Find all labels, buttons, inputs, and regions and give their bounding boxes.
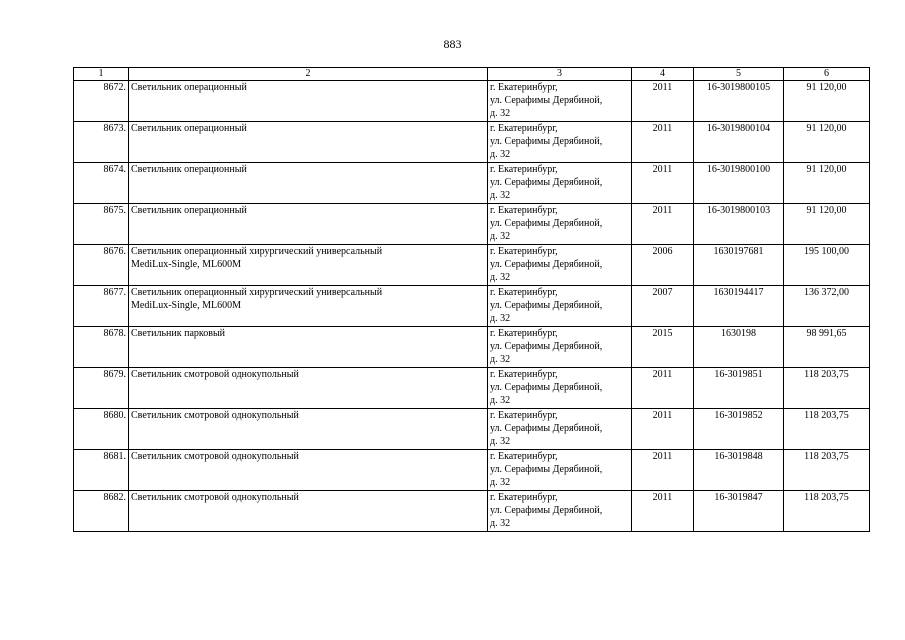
item-cost: 118 203,75 xyxy=(784,491,870,532)
item-name-line: Светильник операционный xyxy=(131,205,247,216)
column-header: 6 xyxy=(784,68,870,81)
table-row xyxy=(74,286,870,327)
address-line: г. Екатеринбург, xyxy=(490,164,558,175)
table-body xyxy=(74,81,870,532)
address-line: ул. Серафимы Дерябиной, xyxy=(490,464,603,475)
address-line: д. 32 xyxy=(490,395,511,406)
item-cost: 91 120,00 xyxy=(784,163,870,204)
address-line: ул. Серафимы Дерябиной, xyxy=(490,136,603,147)
address-line: д. 32 xyxy=(490,518,511,529)
row-number: 8678. xyxy=(74,327,129,368)
address-line: г. Екатеринбург, xyxy=(490,369,558,380)
item-year: 2011 xyxy=(632,122,694,163)
row-number: 8679. xyxy=(74,368,129,409)
item-address xyxy=(488,368,632,409)
address-line: д. 32 xyxy=(490,149,511,160)
item-address xyxy=(488,204,632,245)
row-number: 8675. xyxy=(74,204,129,245)
item-address xyxy=(488,122,632,163)
address-line: г. Екатеринбург, xyxy=(490,328,558,339)
item-name-line: Светильник смотровой однокупольный xyxy=(131,410,299,421)
item-year: 2006 xyxy=(632,245,694,286)
inventory-number: 1630198 xyxy=(694,327,784,368)
item-address xyxy=(488,327,632,368)
address-line: д. 32 xyxy=(490,354,511,365)
table-row xyxy=(74,245,870,286)
column-header: 4 xyxy=(632,68,694,81)
inventory-number: 1630197681 xyxy=(694,245,784,286)
item-cost: 98 991,65 xyxy=(784,327,870,368)
item-name xyxy=(129,450,488,491)
item-year: 2011 xyxy=(632,163,694,204)
item-name xyxy=(129,245,488,286)
item-address xyxy=(488,81,632,122)
table-row xyxy=(74,163,870,204)
row-number: 8674. xyxy=(74,163,129,204)
address-line: ул. Серафимы Дерябиной, xyxy=(490,95,603,106)
item-name xyxy=(129,327,488,368)
column-header: 2 xyxy=(129,68,488,81)
address-line: г. Екатеринбург, xyxy=(490,492,558,503)
address-line: д. 32 xyxy=(490,108,511,119)
address-line: ул. Серафимы Дерябиной, xyxy=(490,423,603,434)
address-line: д. 32 xyxy=(490,477,511,488)
row-number: 8676. xyxy=(74,245,129,286)
item-cost: 118 203,75 xyxy=(784,409,870,450)
address-line: ул. Серафимы Дерябиной, xyxy=(490,300,603,311)
item-address xyxy=(488,163,632,204)
item-cost: 91 120,00 xyxy=(784,204,870,245)
inventory-number: 16-3019852 xyxy=(694,409,784,450)
item-name-line: MediLux-Single, ML600M xyxy=(131,259,241,270)
row-number: 8673. xyxy=(74,122,129,163)
item-name xyxy=(129,122,488,163)
item-name-line: Светильник смотровой однокупольный xyxy=(131,369,299,380)
address-line: г. Екатеринбург, xyxy=(490,246,558,257)
column-header: 1 xyxy=(74,68,129,81)
item-address xyxy=(488,491,632,532)
item-name-line: Светильник парковый xyxy=(131,328,226,339)
address-line: г. Екатеринбург, xyxy=(490,82,558,93)
table-row xyxy=(74,368,870,409)
address-line: г. Екатеринбург, xyxy=(490,451,558,462)
item-name xyxy=(129,204,488,245)
item-name xyxy=(129,163,488,204)
item-cost: 118 203,75 xyxy=(784,368,870,409)
address-line: ул. Серафимы Дерябиной, xyxy=(490,382,603,393)
row-number: 8677. xyxy=(74,286,129,327)
inventory-number: 16-3019800104 xyxy=(694,122,784,163)
inventory-number: 1630194417 xyxy=(694,286,784,327)
address-line: д. 32 xyxy=(490,436,511,447)
address-line: д. 32 xyxy=(490,231,511,242)
page-number: 883 xyxy=(443,37,462,51)
row-number: 8672. xyxy=(74,81,129,122)
property-register-table xyxy=(73,67,870,532)
address-line: г. Екатеринбург, xyxy=(490,123,558,134)
item-name xyxy=(129,409,488,450)
item-address xyxy=(488,286,632,327)
item-cost: 195 100,00 xyxy=(784,245,870,286)
address-line: д. 32 xyxy=(490,272,511,283)
table-row xyxy=(74,81,870,122)
address-line: ул. Серафимы Дерябиной, xyxy=(490,341,603,352)
table-row xyxy=(74,491,870,532)
item-cost: 91 120,00 xyxy=(784,122,870,163)
item-name-line: Светильник операционный хирургический универсальный xyxy=(131,246,383,257)
item-name-line: Светильник смотровой однокупольный xyxy=(131,451,299,462)
column-header: 5 xyxy=(694,68,784,81)
item-year: 2007 xyxy=(632,286,694,327)
address-line: ул. Серафимы Дерябиной, xyxy=(490,177,603,188)
inventory-number: 16-3019851 xyxy=(694,368,784,409)
table-row xyxy=(74,450,870,491)
item-name-line: MediLux-Single, ML600M xyxy=(131,300,241,311)
item-year: 2011 xyxy=(632,204,694,245)
item-year: 2011 xyxy=(632,491,694,532)
row-number: 8680. xyxy=(74,409,129,450)
inventory-number: 16-3019800100 xyxy=(694,163,784,204)
inventory-number: 16-3019800105 xyxy=(694,81,784,122)
item-cost: 91 120,00 xyxy=(784,81,870,122)
item-name xyxy=(129,286,488,327)
item-name xyxy=(129,491,488,532)
item-address xyxy=(488,450,632,491)
address-line: г. Екатеринбург, xyxy=(490,205,558,216)
row-number: 8682. xyxy=(74,491,129,532)
address-line: д. 32 xyxy=(490,313,511,324)
inventory-number: 16-3019848 xyxy=(694,450,784,491)
item-address xyxy=(488,409,632,450)
item-name xyxy=(129,368,488,409)
header-row xyxy=(74,68,870,81)
column-header: 3 xyxy=(488,68,632,81)
table-row xyxy=(74,409,870,450)
address-line: ул. Серафимы Дерябиной, xyxy=(490,259,603,270)
item-year: 2011 xyxy=(632,409,694,450)
item-name-line: Светильник операционный xyxy=(131,82,247,93)
address-line: г. Екатеринбург, xyxy=(490,287,558,298)
item-year: 2011 xyxy=(632,368,694,409)
table-row xyxy=(74,122,870,163)
item-year: 2011 xyxy=(632,450,694,491)
table-row xyxy=(74,204,870,245)
item-name-line: Светильник операционный xyxy=(131,123,247,134)
item-name-line: Светильник смотровой однокупольный xyxy=(131,492,299,503)
item-address xyxy=(488,245,632,286)
item-year: 2011 xyxy=(632,81,694,122)
item-cost: 118 203,75 xyxy=(784,450,870,491)
item-name xyxy=(129,81,488,122)
item-name-line: Светильник операционный хирургический универсальный xyxy=(131,287,383,298)
address-line: г. Екатеринбург, xyxy=(490,410,558,421)
row-number: 8681. xyxy=(74,450,129,491)
inventory-number: 16-3019800103 xyxy=(694,204,784,245)
item-cost: 136 372,00 xyxy=(784,286,870,327)
address-line: ул. Серафимы Дерябиной, xyxy=(490,218,603,229)
item-name-line: Светильник операционный xyxy=(131,164,247,175)
address-line: ул. Серафимы Дерябиной, xyxy=(490,505,603,516)
address-line: д. 32 xyxy=(490,190,511,201)
inventory-number: 16-3019847 xyxy=(694,491,784,532)
table-row xyxy=(74,327,870,368)
item-year: 2015 xyxy=(632,327,694,368)
